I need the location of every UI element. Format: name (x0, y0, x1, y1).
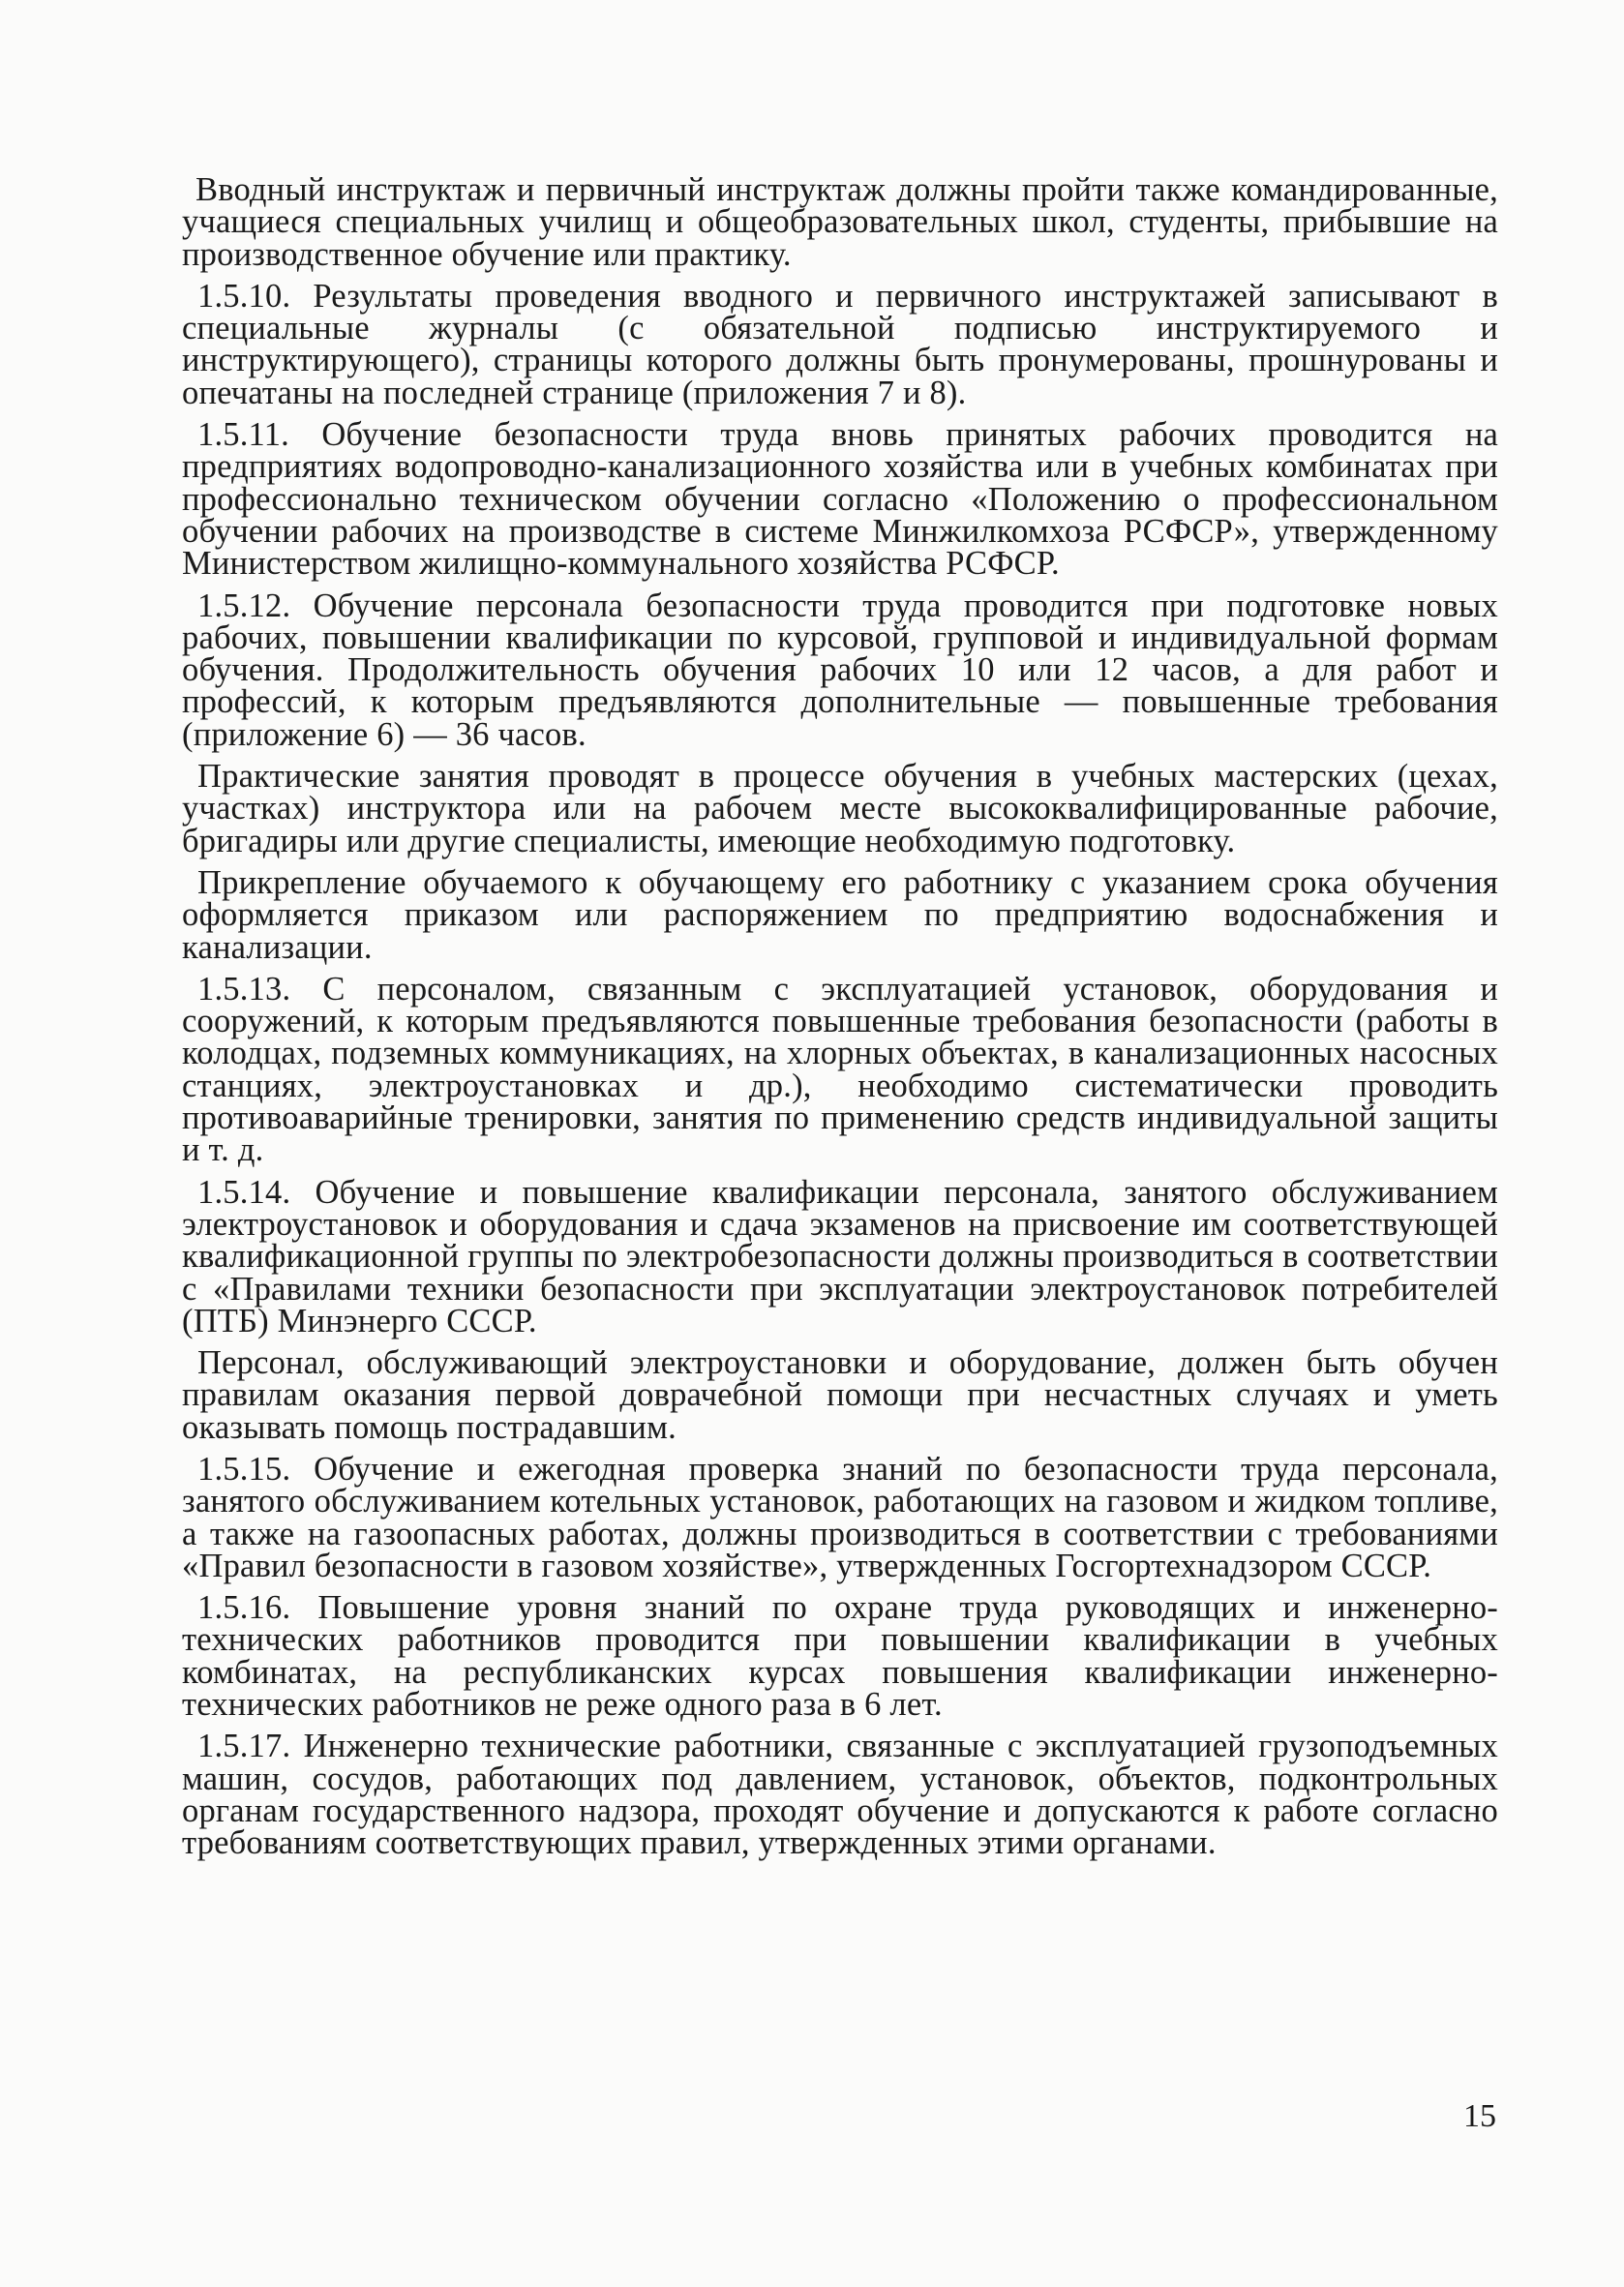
paragraph-1-5-14: 1.5.14. Обучение и повышение квалификации персонала, занятого обслуживанием электроустановок и оборудования и сдача экзаменов на присвоение им соответствующей квалификационной группы по электробезопасности должны производиться в соответствии с «Правилами техники безопасности при эксплуатации электроустановок потребителей (ПТБ) Минэнерго СССР. (182, 1173, 1498, 1339)
paragraph-1-5-15: 1.5.15. Обучение и ежегодная проверка знаний по безопасности труда персонала, занятого обслуживанием котельных установок, работающих на газовом и жидком топливе, а также на газоопасных работах, должны производиться в соответствии с требованиями «Правил безопасности в газовом хозяйстве», утвержденных Госгортехнадзором СССР. (182, 1450, 1498, 1584)
paragraph-1-5-13: 1.5.13. С персоналом, связанным с эксплуатацией установок, оборудования и сооружений, к которым предъявляются повышенные требования безопасности (работы в колодцах, подземных коммуникациях, на хлорных объектах, в канализационных насосных станциях, электроустановках и др.), необходимо систематически проводить противоаварийные тренировки, занятия по применению средств индивидуальной защиты и т. д. (182, 970, 1498, 1169)
paragraph-first-aid: Персонал, обслуживающий электроустановки и оборудование, должен быть обучен правилам оказания первой доврачебной помощи при несчастных случаях и уметь оказывать помощь пострадавшим. (182, 1344, 1498, 1446)
paragraph-practical-lessons: Практические занятия проводят в процессе обучения в учебных мастерских (цехах, участках) инструктора или на рабочем месте высококвалифицированные рабочие, бригадиры или другие специалисты, имеющие необходимую подготовку. (182, 758, 1498, 859)
paragraph-1-5-16: 1.5.16. Повышение уровня знаний по охране труда руководящих и инженерно-технических работников проводится при повышении квалификации в учебных комбинатах, на республиканских курсах повышения квалификации инженерно-технических работников не реже одного раза в 6 лет. (182, 1589, 1498, 1724)
paragraph-intro: Вводный инструктаж и первичный инструктаж должны пройти также командированные, учащиеся специальных училищ и общеобразовательных школ, студенты, прибывшие на производственное обучение или практику. (182, 171, 1498, 273)
paragraph-1-5-11: 1.5.11. Обучение безопасности труда вновь принятых рабочих проводится на предприятиях водопроводно-канализационного хозяйства или в учебных комбинатах при профессионально техническом обучении согласно «Положению о профессиональном обучении рабочих на производстве в системе Минжилкомхоза РСФСР», утвержденному Министерством жилищно-коммунального хозяйства РСФСР. (182, 416, 1498, 583)
paragraph-1-5-10: 1.5.10. Результаты проведения вводного и первичного инструктажей записывают в специальные журналы (с обязательной подписью инструктируемого и инструктирующего), страницы которого должны быть пронумерованы, прошнурованы и опечатаны на последней странице (приложения 7 и 8). (182, 277, 1498, 411)
body-text (182, 171, 1498, 1870)
page-number: 15 (1463, 2098, 1496, 2134)
paragraph-1-5-12: 1.5.12. Обучение персонала безопасности труда проводится при подготовке новых рабочих, повышении квалификации по курсовой, групповой и индивидуальной формам обучения. Продолжительность обучения рабочих 10 или 12 часов, а для работ и профессий, к которым предъявляются дополнительные — повышенные требования (приложение 6) — 36 часов. (182, 587, 1498, 753)
paragraph-assignment: Прикрепление обучаемого к обучающему его работнику с указанием срока обучения оформляется приказом или распоряжением по предприятию водоснабжения и канализации. (182, 863, 1498, 966)
paragraph-1-5-17: 1.5.17. Инженерно технические работники, связанные с эксплуатацией грузоподъемных машин, сосудов, работающих под давлением, установок, объектов, подконтрольных органам государственного надзора, проходят обучение и допускаются к работе согласно требованиям соответствующих правил, утвержденных этими органами. (182, 1728, 1498, 1862)
